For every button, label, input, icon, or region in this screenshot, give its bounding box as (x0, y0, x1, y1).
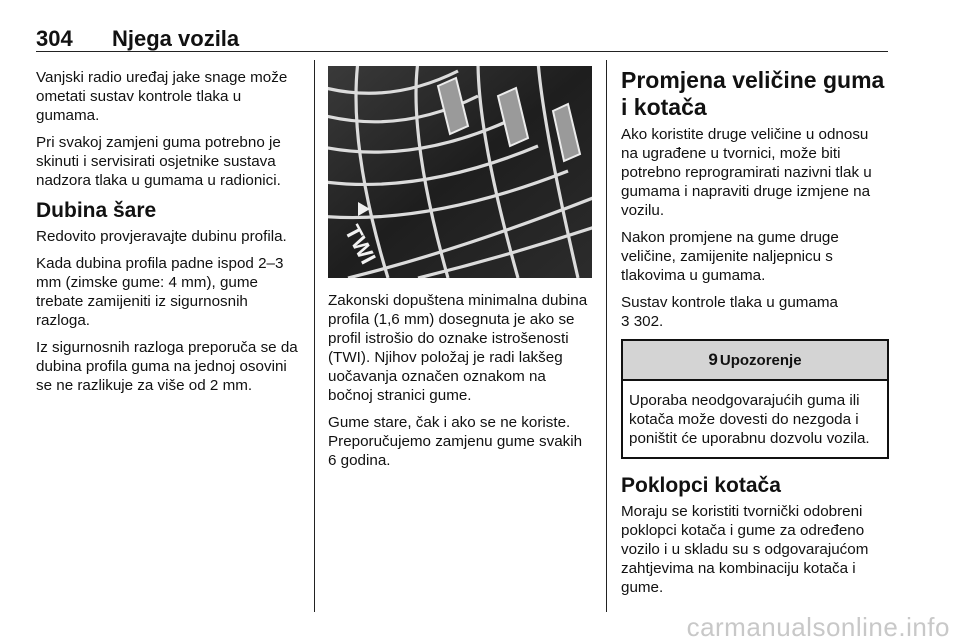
paragraph-axle-difference: Iz sigurnosnih razloga preporuča se da dubina profila guma na jednoj osovini se ne razlikuje za više od 2 mm. (36, 339, 298, 394)
column-middle (328, 291, 594, 478)
column-right (621, 67, 889, 605)
watermark: carmanualsonline.info (686, 612, 950, 642)
warning-title: Upozorenje (719, 352, 802, 369)
heading-size-change: Promjena veličine guma i kotača (621, 67, 885, 120)
column-divider-2 (606, 60, 607, 612)
paragraph-radio-interference: Vanjski radio uređaj jake snage može ometati sustav kontrole tlaka u gumama. (36, 69, 288, 124)
twi-marking: TWI (339, 220, 381, 269)
warning-box (621, 339, 889, 459)
page-header (36, 26, 888, 54)
heading-wheel-covers: Poklopci kotača (621, 474, 781, 497)
page-ref-icon: 3 (621, 313, 630, 330)
heading-tread-depth: Dubina šare (36, 199, 157, 222)
paragraph-depth-limit: Kada dubina profila padne ispod 2–3 mm (zimske gume: 4 mm), gume trebate zamijeniti iz sigurnosnih razloga. (36, 255, 284, 329)
tire-tread-illustration (328, 66, 592, 278)
warning-header (623, 341, 887, 381)
paragraph-label-replace: Nakon promjene na gume druge veličine, zamijenite naljepnicu s tlakovima u gumama. (621, 229, 839, 284)
paragraph-size-change: Ako koristite druge veličine u odnosu na ugrađene u tvornici, može biti potrebno reprogramirati nazivni tlak u gumama i napraviti druge izmjene na vozilu. (621, 126, 872, 219)
column-left (36, 68, 300, 403)
header-rule (36, 51, 888, 52)
column-divider-1 (314, 60, 315, 612)
paragraph-twi-info: Zakonski dopuštena minimalna dubina profila (1,6 mm) dosegnuta je ako se profil istrošio do oznake istrošenosti (TWI). Njihov položaj je radi lakšeg uočavanja označen oznakom na bočnoj stranici gume. (328, 292, 588, 404)
tpms-text: Sustav kontrole tlaka u gumama (621, 294, 838, 311)
warning-text: Uporaba neodgovarajućih guma ili kotača može dovesti do nezgoda i poništit će uporabnu dozvolu vozila. (629, 392, 870, 447)
page-number: 304 (36, 26, 73, 51)
chapter-title: Njega vozila (112, 26, 240, 51)
paragraph-sensor-service: Pri svakoj zamjeni guma potrebno je skinuti i servisirati osjetnike sustava nadzora tlaka u gumama u radionici. (36, 134, 281, 189)
paragraph-wheel-covers: Moraju se koristiti tvornički odobreni poklopci kotača i gume za određeno vozilo i u skladu su s odgovarajućom zahtjevima na kombinaciju kotača i gume. (621, 503, 869, 596)
warning-icon: 9 (708, 350, 718, 369)
paragraph-tire-age: Gume stare, čak i ako se ne koriste. Preporučujemo zamjenu gume svakih 6 godina. (328, 414, 583, 469)
page-ref-link[interactable]: 302. (633, 313, 664, 330)
paragraph-check-depth: Redovito provjeravajte dubinu profila. (36, 228, 287, 245)
paragraph-tpms-reference (621, 293, 889, 331)
